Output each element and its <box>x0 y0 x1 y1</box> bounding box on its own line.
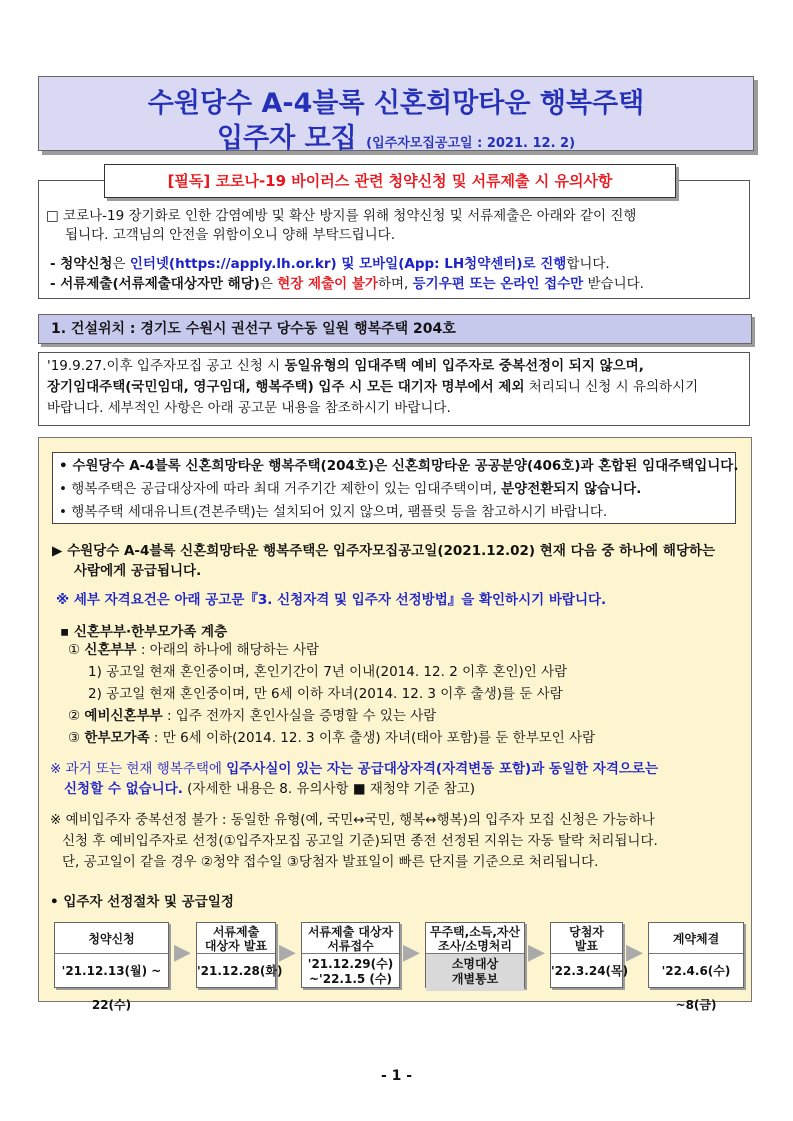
arrow-right-icon: ▶ <box>626 940 643 965</box>
covid-bullet-documents: - 서류제출(서류제출대상자만 해당)은 현장 제출이 불가하며, 등기우편 또는 온라인 접수만 받습니다. <box>50 276 644 292</box>
checkbox-square-icon: □ <box>46 208 64 224</box>
housing-info-box <box>52 452 739 524</box>
flow-step-4: 무주택,소득,자산 조사/소명처리 소명대상 개별통보 <box>425 922 525 988</box>
duplicate-selection-notice: '19.9.27.이후 입주자모집 공고 신청 시 동일유형의 임대주택 예비 입주자로 중복선정이 되지 않으며, 장기임대주택(국민임대, 영구임대, 행복주택) 입주 시 모든 대기자 명부에서 제외 처리되니 신청 시 유의하시기 바랍니다. 세부적인 사항은 아래 공고문 내용을 참조하시기 바랍니다. <box>38 352 750 426</box>
covid-notice-heading: [필독] 코로나-19 바이러스 관련 청약신청 및 서류제출 시 유의사항 <box>104 164 676 198</box>
item-prospective: ② 예비신혼부부 : 입주 전까지 혼인사실을 증명할 수 있는 사람 <box>68 708 437 724</box>
page-subtitle <box>39 116 753 155</box>
page-number: - 1 - <box>380 1068 413 1084</box>
item-single-parent: ③ 한부모가족 : 만 6세 이하(2014. 12. 3 이후 출생) 자녀(태아 포함)를 둔 한부모인 사람 <box>68 730 596 746</box>
apply-channel-text: 인터넷(https://apply.lh.or.kr) 및 모바일(App: LH청약센터)로 진행 <box>129 256 567 272</box>
covid-text-line2: 됩니다. 고객님의 안전을 위함이오니 양해 부탁드립니다. <box>65 227 395 243</box>
group-title: ▪ 신혼부부·한부모가족 계층 <box>60 624 228 640</box>
mail-online-text: 등기우편 또는 온라인 접수만 <box>412 276 584 292</box>
covid-paragraph <box>46 207 746 245</box>
eligibility-note: ※ 세부 자격요건은 아래 공고문『3. 신청자격 및 입주자 선정방법』을 확인하시기 바랍니다. <box>56 592 607 608</box>
item-newlyweds-sub1: 1) 공고일 현재 혼인중이며, 혼인기간이 7년 이내(2014. 12. 2 이후 혼인)인 사람 <box>88 664 568 680</box>
title-recruit: 입주자 모집 <box>216 123 357 154</box>
no-onsite-text: 현장 제출이 불가 <box>277 276 378 292</box>
flow-step-2: 서류제출 대상자 발표 '21.12.28(화) <box>196 922 276 988</box>
item-newlyweds-sub2: 2) 공고일 현재 혼인중이며, 만 6세 이하 자녀(2014. 12. 3 이후 출생)를 둔 사람 <box>88 686 563 702</box>
flow-title: • 입주자 선정절차 및 공급일정 <box>50 894 234 910</box>
flow-step-5: 당첨자 발표 '22.3.24(목) <box>550 922 623 988</box>
info-bullet-1: • 수원당수 A-4블록 신혼희망타운 행복주택(204호)은 신혼희망타운 공공분양(406호)과 혼합된 임대주택입니다. <box>59 458 739 474</box>
flow-step-1: 청약신청 '21.12.13(월) ~ 22(수) <box>54 922 169 988</box>
arrow-right-icon: ▶ <box>528 940 545 965</box>
title-banner <box>38 76 754 154</box>
covid-text-line1: 코로나-19 장기화로 인한 감염예방 및 확산 방지를 위해 청약신청 및 서류제출은 아래와 같이 진행 <box>63 208 637 224</box>
duplicate-warning: ※ 예비입주자 중복선정 불가 : 동일한 유형(예, 국민↔국민, 행복↔행복)의 입주자 모집 신청은 가능하나 신청 후 예비입주자로 선정(①입주자모집 공고일 기준)되면 종전 선정된 지위는 자동 탈락 처리됩니다. 단, 공고일이 같을 경우 ②청약 접수일 ③당첨자 발표일이 빠른 단지를 기준으로 처리됩니다. <box>50 812 658 870</box>
reapply-warning: ※ 과거 또는 현재 행복주택에 입주사실이 있는 자는 공급대상자격(자격변동 포함)과 동일한 자격으로는 신청할 수 없습니다. (자세한 내용은 8. 유의사항 ■ 재청약 기준 참고) <box>50 761 658 797</box>
info-bullet-3: • 행복주택 세대유니트(견본주택)는 설치되어 있지 않으며, 팸플릿 등을 참고하시기 바랍니다. <box>59 504 608 520</box>
section-location-heading: 1. 건설위치 : 경기도 수원시 권선구 당수동 일원 행복주택 204호 <box>38 314 752 344</box>
arrow-right-icon: ▶ <box>174 940 191 965</box>
arrow-right-icon: ▶ <box>403 940 420 965</box>
eligibility-items <box>68 640 748 748</box>
flow-step-6: 계약체결 '22.4.6(수) ~8(금) <box>648 922 744 988</box>
item-newlyweds: ① 신혼부부 : 아래의 하나에 해당하는 사람 <box>68 642 320 658</box>
info-bullet-2: • 행복주택은 공급대상자에 따라 최대 거주기간 제한이 있는 임대주택이며, 분양전환되지 않습니다. <box>59 481 642 497</box>
flow-step-3: 서류제출 대상자 서류접수 '21.12.29(수) ~'22.1.5 (수) <box>301 922 400 988</box>
eligibility-lead: ▶ 수원당수 A-4블록 신혼희망타운 행복주택은 입주자모집공고일(2021.12.02) 현재 다음 중 하나에 해당하는 사람에게 공급됩니다. <box>52 543 716 579</box>
announcement-date: (입주자모집공고일 : 2021. 12. 2) <box>366 136 576 151</box>
arrow-right-icon: ▶ <box>279 940 296 965</box>
page-title: 수원당수 A-4블록 신혼희망타운 행복주택 <box>147 88 645 119</box>
covid-bullet-apply: - 청약신청은 인터넷(https://apply.lh.or.kr) 및 모바일(App: LH청약센터)로 진행합니다. <box>50 256 610 272</box>
